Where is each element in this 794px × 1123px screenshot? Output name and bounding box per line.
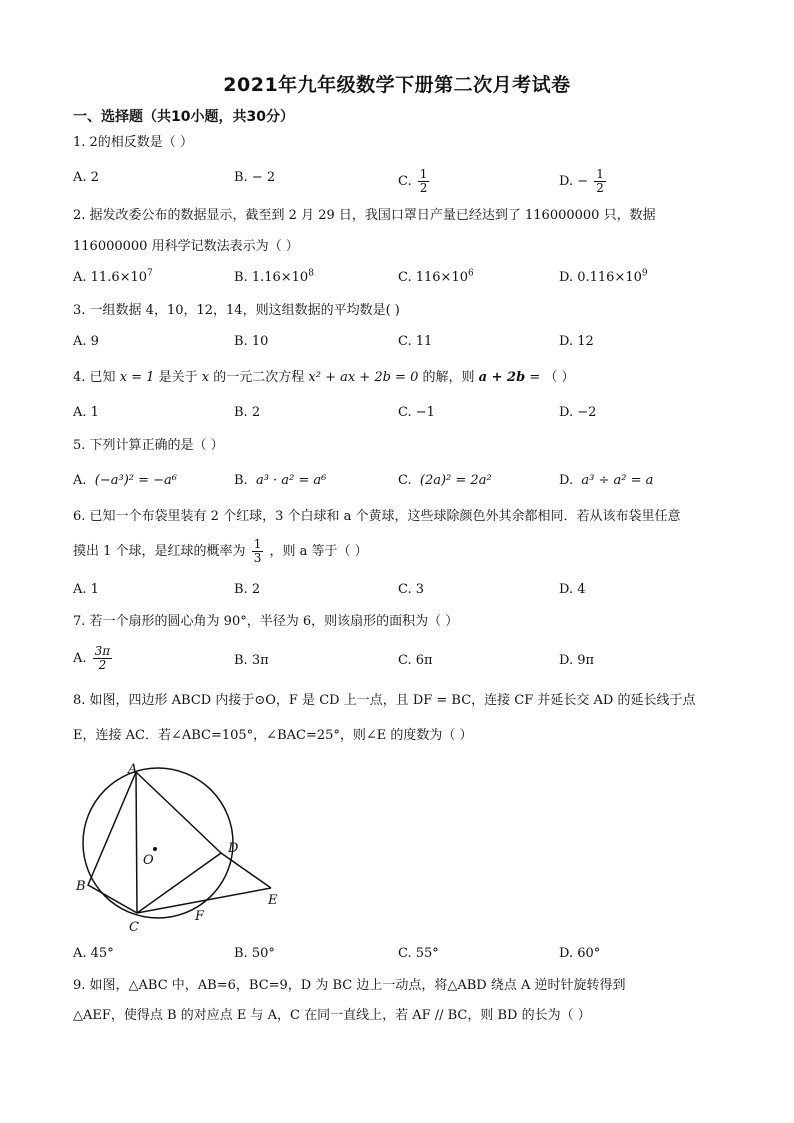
option-c (398, 471, 492, 491)
page-title: 2021年九年级数学下册第二次月考试卷 (223, 74, 571, 96)
exponent: 7 (147, 268, 153, 279)
option-a (73, 268, 153, 288)
option-d-label: D. − (559, 174, 589, 189)
question-2-stem-line2: 116000000 用科学记数法表示为（ ） (73, 239, 299, 254)
option-b: B. 50° (234, 946, 275, 961)
circle-diagram (73, 760, 293, 935)
option-d: D. 4 (559, 582, 586, 597)
question-6-stem-line1: 6. 已知一个布袋里装有 2 个红球，3 个白球和 a 个黄球，这些球除颜色外其余都相同．若从该布袋里任意 (73, 509, 681, 524)
numerator: 3π (94, 644, 111, 658)
numerator: 1 (596, 167, 604, 181)
question-1-stem: 1. 2的相反数是（ ） (73, 135, 193, 150)
question-3-stem: 3. 一组数据 4，10，12，14，则这组数据的平均数是( ) (73, 303, 400, 318)
label-o: O (143, 853, 154, 868)
exponent: 6 (468, 268, 474, 279)
question-2-options (73, 268, 753, 290)
option-b: B. 3π (234, 653, 269, 668)
option-d (559, 168, 608, 195)
option-c (398, 268, 474, 288)
geometry-figure (73, 760, 293, 935)
option-d-text: D. 0.116×10 (559, 270, 642, 285)
option-d: D. 12 (559, 334, 594, 349)
question-2-stem-line1: 2. 据发改委公布的数据显示，截至到 2 月 29 日，我国口罩日产量已经达到了 116000000 只，数据 (73, 208, 656, 223)
variable: x (201, 370, 210, 385)
label-b: B (76, 879, 86, 894)
question-9-stem-line1: 9. 如图，△ABC 中，AB=6，BC=9，D 为 BC 边上一动点，将△ABD 绕点 A 逆时针旋转得到 (73, 978, 626, 993)
equation: x² + ax + 2b = 0 (308, 370, 419, 385)
stem-text: 4. 已知 (73, 370, 116, 385)
question-1-options (73, 167, 753, 195)
denominator: 2 (98, 658, 107, 672)
fraction (418, 168, 430, 195)
option-a: A. 45° (73, 946, 114, 961)
question-4-stem (73, 369, 574, 387)
condition-expr: x = 1 (119, 370, 155, 385)
denominator: 3 (253, 551, 262, 565)
question-6-options (73, 580, 753, 602)
question-9-stem-line2: △AEF，使得点 B 的对应点 E 与 A，C 在同一直线上，若 AF // BC，则 BD 的长为（ ） (73, 1008, 591, 1023)
question-3-options (73, 332, 753, 354)
option-b: B. 2 (234, 405, 261, 420)
option-expr: a³ · a² = a⁶ (255, 473, 327, 488)
question-8-stem-line2: E，连接 AC．若∠ABC=105°，∠BAC=25°，则∠E 的度数为（ ） (73, 728, 473, 743)
fraction (93, 645, 113, 672)
option-c (398, 168, 431, 195)
center-point (153, 847, 157, 851)
question-6-stem-line2 (73, 538, 368, 565)
option-b: B. − 2 (234, 170, 276, 185)
option-d (559, 268, 648, 288)
numerator: 1 (253, 537, 262, 551)
option-label: B. (234, 473, 248, 488)
option-c-text: C. 116×10 (398, 270, 468, 285)
question-8-options (73, 944, 753, 966)
option-c-label: C. (398, 174, 412, 189)
segment-ac (136, 772, 137, 913)
section-heading: 一、选择题（共10小题，共30分） (73, 109, 294, 125)
option-label: C. (398, 473, 412, 488)
option-a (73, 645, 114, 672)
option-d (559, 471, 653, 491)
target-expr: a + 2b (478, 370, 526, 385)
numerator: 1 (419, 167, 428, 181)
option-c: C. 11 (398, 334, 433, 349)
question-8-stem-line1: 8. 如图，四边形 ABCD 内接于⊙O，F 是 CD 上一点，且 DF = BC，连接 CF 并延长交 AD 的延长线于点 (73, 693, 696, 708)
option-a: A. 1 (73, 405, 99, 420)
label-e: E (268, 893, 278, 908)
question-7-options (73, 645, 753, 677)
option-b: B. 10 (234, 334, 269, 349)
stem-text: 的一元二次方程 (213, 370, 305, 385)
option-label: D. (559, 473, 574, 488)
label-d: D (228, 841, 239, 856)
option-label: A. (73, 473, 87, 488)
fraction (252, 538, 264, 565)
option-a: A. 1 (73, 582, 99, 597)
exponent: 8 (308, 268, 314, 279)
label-c: C (129, 920, 139, 935)
question-4-options (73, 403, 753, 425)
option-a (73, 471, 177, 491)
option-b (234, 268, 314, 288)
option-b: B. 2 (234, 582, 261, 597)
option-label: A. (73, 651, 87, 666)
fraction (594, 168, 606, 195)
option-b-text: B. 1.16×10 (234, 270, 309, 285)
label-f: F (195, 909, 205, 924)
exponent: 9 (641, 268, 648, 279)
option-expr: (−a³)² = −a⁶ (94, 473, 178, 488)
option-c: C. 3 (398, 582, 425, 597)
stem-text: ，则 a 等于（ ） (269, 544, 368, 559)
option-d: D. 9π (559, 653, 595, 668)
option-c: C. 6π (398, 653, 433, 668)
stem-text: 的解，则 (422, 370, 475, 385)
question-7-stem: 7. 若一个扇形的圆心角为 90°，半径为 6，则该扇形的面积为（ ） (73, 614, 459, 629)
denominator: 2 (419, 181, 428, 195)
stem-text: 摸出 1 个球，是红球的概率为 (73, 544, 246, 559)
option-a-text: A. 11.6×10 (73, 270, 148, 285)
option-c: C. −1 (398, 405, 435, 420)
quadrilateral-abcd (88, 772, 221, 913)
option-b (234, 471, 326, 491)
option-d: D. −2 (559, 405, 597, 420)
option-expr: (2a)² = 2a² (419, 473, 492, 488)
option-a: A. 9 (73, 334, 99, 349)
option-expr: a³ ÷ a² = a (581, 473, 654, 488)
option-a: A. 2 (73, 170, 99, 185)
option-d: D. 60° (559, 946, 601, 961)
denominator: 2 (596, 181, 604, 195)
label-a: A (128, 762, 138, 777)
stem-text: 是关于 (158, 370, 198, 385)
question-5-options (73, 471, 753, 493)
option-c: C. 55° (398, 946, 439, 961)
question-5-stem: 5. 下列计算正确的是（ ） (73, 438, 224, 453)
stem-text: = （ ） (529, 370, 575, 385)
